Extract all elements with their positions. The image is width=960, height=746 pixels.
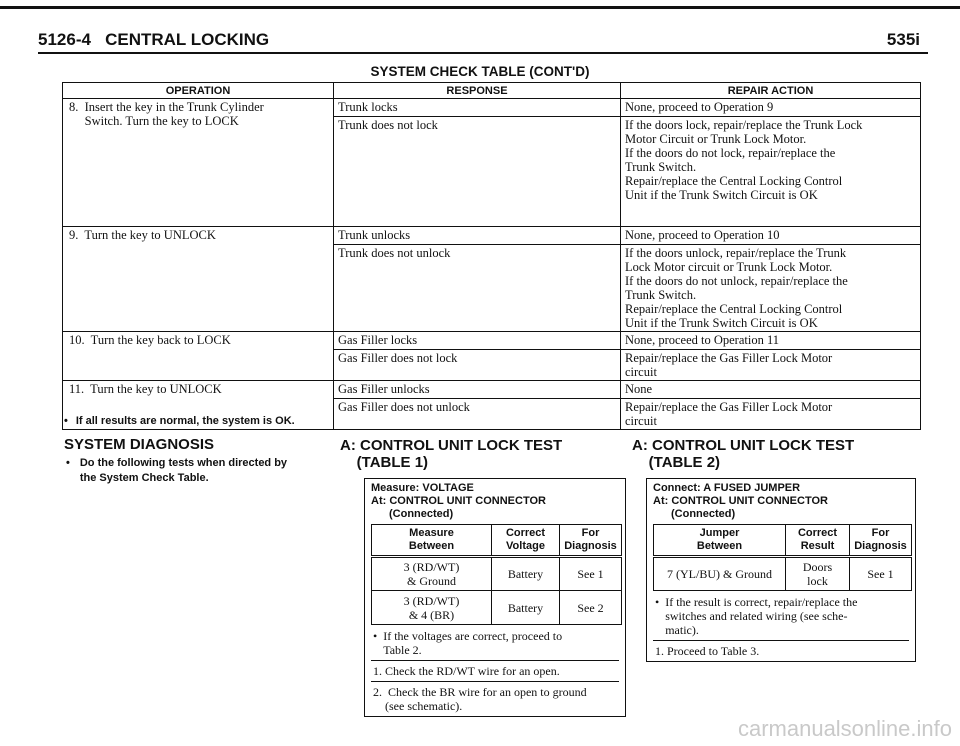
diagnosis-instruction: Do the following tests when directed by the System Check Table. [79,457,288,484]
table-cell: 7 (YL/BU) & Ground [654,557,786,591]
repair-action-text: If the doors unlock, repair/replace the Trunk Lock Motor circuit or Trunk Lock Motor. If the doors do not unlock, repair/replace the Trunk Switch. Repair/replace the Central Locking Control Unit if the Trunk Switch Circuit is OK [621,244,920,330]
operation-text: 8. Insert the key in the Trunk Cylinder Switch. Turn the key to LOCK [69,100,264,128]
table-row [372,591,622,625]
col-header-response: RESPONSE [334,83,621,99]
model-label: 535i [886,30,920,49]
col-header-for-diagnosis: For Diagnosis [850,525,912,557]
system-diagnosis-text [66,456,326,486]
operation-text: 10. Turn the key back to LOCK [69,333,231,347]
table1-grid [371,524,622,625]
repair-action-text: Repair/replace the Gas Filler Lock Motor circuit [621,398,920,428]
col-header-correct-result: Correct Result [786,525,850,557]
table-cell: 3 (RD/WT) & Ground [372,557,492,591]
col-header-repair-action: REPAIR ACTION [621,83,921,99]
response-text: Trunk unlocks [338,228,411,242]
normal-result-note: • If all results are normal, the system is OK. [64,415,295,427]
page-section-title: 5126-4 CENTRAL LOCKING [38,30,270,49]
table-row [372,557,622,591]
table-row [654,557,912,591]
table2-connect-label: Connect: A FUSED JUMPER [653,482,801,494]
table-header-row [63,83,921,99]
table1-footer [365,625,625,716]
table-row [63,99,921,227]
bullet-icon: • [655,595,660,609]
table1-bullet-note: If the voltages are correct, proceed to Table 2. [383,629,563,657]
table-cell: Battery [492,557,560,591]
table-cell: See 1 [560,557,622,591]
repair-action-text: None [625,382,653,396]
table1-step-1: 1. Check the RD/WT wire for an open. [371,660,619,681]
table1-measure-label: Measure: VOLTAGE [371,482,474,494]
response-text: Gas Filler does not lock [334,349,620,365]
table2-at-label: At: CONTROL UNIT CONNECTOR [653,495,828,507]
response-text: Gas Filler locks [338,333,418,347]
table1-head [365,479,625,524]
table-row [63,332,921,381]
response-text: Gas Filler does not unlock [334,398,620,414]
table2-title: A: CONTROL UNIT LOCK TEST (TABLE 2) [632,437,855,471]
table1-box [364,478,626,717]
col-header-for-diagnosis: For Diagnosis [560,525,622,557]
response-text: Trunk does not unlock [334,244,620,260]
response-text: Trunk locks [338,100,398,114]
bullet-icon: • [66,457,70,469]
response-text: Trunk does not lock [334,116,620,132]
col-header-jumper-between: Jumper Between [654,525,786,557]
top-rule [0,6,960,9]
table2-footer [647,591,915,661]
table-cell: See 2 [560,591,622,625]
table1-connected-label: (Connected) [389,508,454,520]
operation-text: 9. Turn the key to UNLOCK [69,228,216,242]
table2-connected-label: (Connected) [671,508,736,520]
table-cell: 3 (RD/WT) & 4 (BR) [372,591,492,625]
repair-action-text: None, proceed to Operation 10 [625,228,780,242]
operation-text: 11. Turn the key to UNLOCK [69,382,222,396]
system-diagnosis-title: SYSTEM DIAGNOSIS [64,436,215,453]
col-header-correct-voltage: Correct Voltage [492,525,560,557]
table1-step-2: 2. Check the BR wire for an open to ground (see schematic). [371,681,619,716]
col-header-measure-between: Measure Between [372,525,492,557]
table-row [63,227,921,332]
repair-action-text: If the doors lock, repair/replace the Trunk Lock Motor Circuit or Trunk Lock Motor. If the doors do not lock, repair/replace the Trunk Switch. Repair/replace the Central Locking Control Unit if the Trunk Switch Circuit is OK [621,116,920,202]
table1-title: A: CONTROL UNIT LOCK TEST (TABLE 1) [340,437,563,471]
table1-at-label: At: CONTROL UNIT CONNECTOR [371,495,546,507]
header-rule [38,52,928,54]
col-header-operation: OPERATION [63,83,334,99]
table-cell: Doors lock [786,557,850,591]
table2-box [646,478,916,662]
table-cell: Battery [492,591,560,625]
table2-step-1: 1. Proceed to Table 3. [653,640,909,661]
bullet-icon: • [373,629,378,643]
repair-action-text: Repair/replace the Gas Filler Lock Motor circuit [621,349,920,379]
response-text: Gas Filler unlocks [338,382,430,396]
repair-action-text: None, proceed to Operation 11 [625,333,779,347]
table2-bullet-note: If the result is correct, repair/replace the switches and related wiring (see sche- matic). [665,595,858,637]
table2-grid [653,524,912,591]
table2-head [647,479,915,524]
system-check-table [62,82,921,430]
repair-action-text: None, proceed to Operation 9 [625,100,774,114]
table-cell: See 1 [850,557,912,591]
system-check-table-title: SYSTEM CHECK TABLE (CONT'D) [370,64,590,79]
site-watermark: carmanualsonline.info [737,716,952,741]
